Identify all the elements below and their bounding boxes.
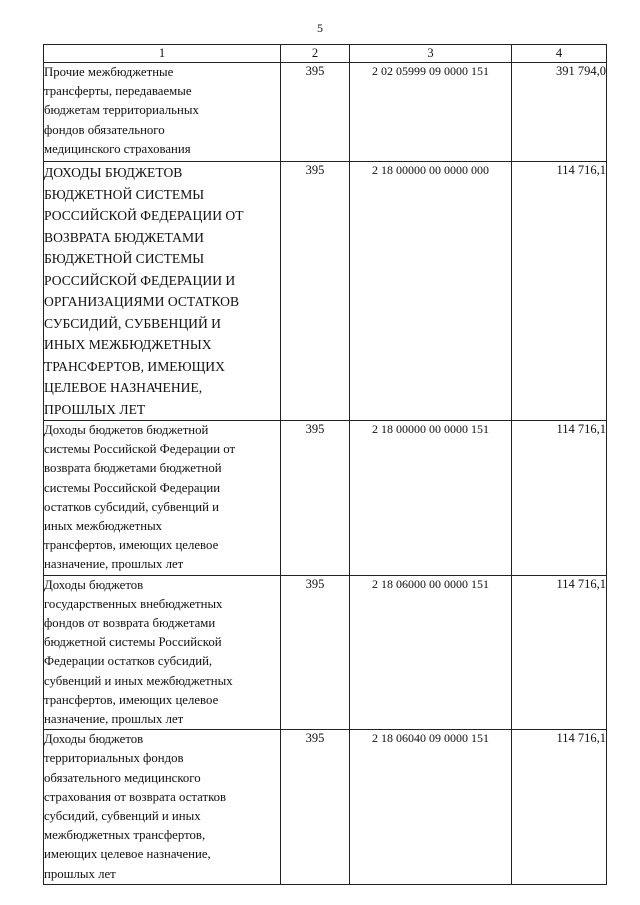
column-header-1: 1 (44, 45, 281, 63)
budget-class-code-cell: 2 18 00000 00 0000 000 (350, 162, 512, 421)
income-name-line: РОССИЙСКОЙ ФЕДЕРАЦИИ И (44, 272, 236, 288)
income-name-line: остатков субсидий, субвенций и (44, 499, 220, 514)
budget-class-code-cell: 2 02 05999 09 0000 151 (350, 63, 512, 162)
budget-class-code-cell: 2 18 00000 00 0000 151 (350, 421, 512, 576)
column-header-2: 2 (281, 45, 350, 63)
amount-cell: 114 716,1 (512, 421, 607, 576)
income-name-line: трансфертов, имеющих целевое (44, 538, 219, 553)
income-name-line: БЮДЖЕТНОЙ СИСТЕМЫ (44, 251, 205, 266)
income-name-line: ТРАНСФЕРТОВ, ИМЕЮЩИХ (44, 358, 225, 374)
income-name-line: Прочие межбюджетные (44, 65, 174, 79)
table-row (44, 730, 607, 885)
budget-class-code-cell: 2 18 06000 00 0000 151 (350, 575, 512, 730)
income-name-line: Доходы бюджетов (44, 732, 144, 747)
income-name-line: ДОХОДЫ БЮДЖЕТОВ (44, 165, 183, 180)
income-name-line: межбюджетных трансфертов, (44, 828, 206, 843)
income-name-line: назначение, прошлых лет (44, 557, 184, 572)
budget-table (43, 44, 607, 885)
table-row (44, 63, 607, 162)
income-name-line: фондов от возврата бюджетами (44, 616, 216, 631)
income-name-line: ОРГАНИЗАЦИЯМИ ОСТАТКОВ (44, 294, 240, 309)
income-name-line: фондов обязательного (44, 122, 165, 137)
income-name-line: системы Российской Федерации (44, 480, 221, 495)
admin-code-cell: 395 (281, 421, 350, 576)
admin-code-cell: 395 (281, 730, 350, 885)
amount-cell: 114 716,1 (512, 162, 607, 421)
income-name-line: государственных внебюджетных (44, 596, 223, 611)
income-name-line: субвенций и иных межбюджетных (44, 673, 233, 688)
income-name-line: Федерации остатков субсидий, (44, 654, 213, 669)
income-name-line: обязательного медицинского (44, 770, 201, 785)
income-name-line: назначение, прошлых лет (44, 712, 184, 727)
income-name-line: трансферты, передаваемые (44, 84, 192, 99)
income-name-line: прошлых лет (44, 866, 116, 881)
admin-code-cell: 395 (281, 63, 350, 162)
column-header-3: 3 (350, 45, 512, 63)
admin-code-cell: 395 (281, 162, 350, 421)
income-name-cell (44, 421, 281, 576)
income-name-line: медицинского страхования (44, 141, 191, 156)
income-name-line: территориальных фондов (44, 751, 184, 766)
income-name-line: ПРОШЛЫХ ЛЕТ (44, 401, 146, 417)
column-header-4: 4 (512, 45, 607, 63)
income-name-line: бюджетной системы Российской (44, 635, 222, 650)
income-name-line: бюджетам территориальных (44, 103, 199, 118)
budget-class-code-cell: 2 18 06040 09 0000 151 (350, 730, 512, 885)
table-row (44, 575, 607, 730)
income-name-line: возврата бюджетами бюджетной (44, 461, 222, 476)
income-name-cell (44, 575, 281, 730)
income-name-line: ВОЗВРАТА БЮДЖЕТАМИ (44, 229, 204, 245)
income-name-line: Доходы бюджетов (44, 577, 144, 592)
income-name-line: СУБСИДИЙ, СУБВЕНЦИЙ И (44, 315, 221, 331)
amount-cell: 391 794,0 (512, 63, 607, 162)
income-name-cell (44, 63, 281, 162)
income-name-line: страхования от возврата остатков (44, 789, 227, 804)
table-row (44, 162, 607, 421)
income-name-line: субсидий, субвенций и иных (44, 809, 201, 824)
income-name-line: трансфертов, имеющих целевое (44, 692, 219, 707)
page-number: 5 (317, 21, 323, 35)
income-name-line: БЮДЖЕТНОЙ СИСТЕМЫ (44, 186, 205, 202)
income-name-line: иных межбюджетных (44, 519, 163, 534)
income-name-cell (44, 730, 281, 885)
amount-cell: 114 716,1 (512, 730, 607, 885)
income-name-line: РОССИЙСКОЙ ФЕДЕРАЦИИ ОТ (44, 208, 244, 223)
income-name-line: системы Российской Федерации от (44, 442, 236, 457)
income-name-line: ИНЫХ МЕЖБЮДЖЕТНЫХ (44, 337, 212, 352)
income-name-cell (44, 162, 281, 421)
admin-code-cell: 395 (281, 575, 350, 730)
income-name-line: Доходы бюджетов бюджетной (44, 423, 209, 437)
table-header-row (44, 45, 607, 63)
table-row (44, 421, 607, 576)
income-name-line: ЦЕЛЕВОЕ НАЗНАЧЕНИЕ, (44, 380, 203, 395)
income-name-line: имеющих целевое назначение, (44, 847, 211, 862)
amount-cell: 114 716,1 (512, 575, 607, 730)
